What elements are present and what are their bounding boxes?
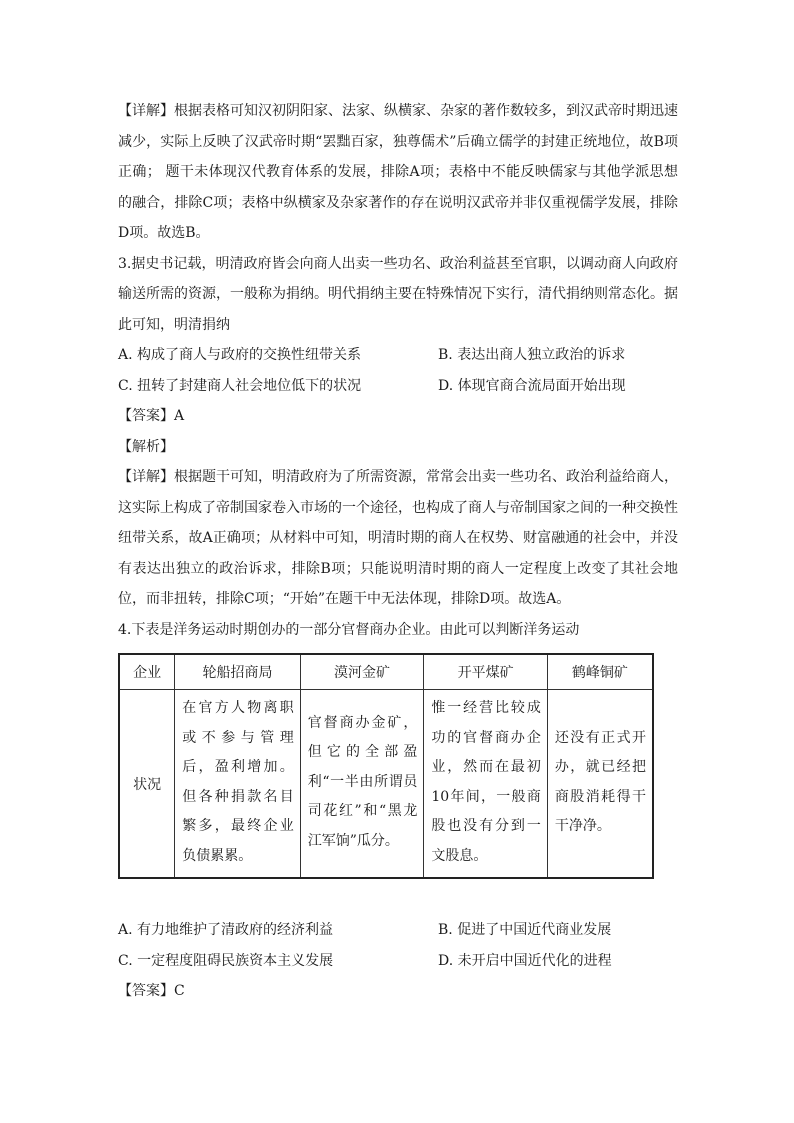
q3-detail: 【详解】根据题干可知，明清政府为了所需资源，常常会出卖一些功名、政治利益给商人，这实际上构成了帝制国家卷入市场的一个途径，也构成了商人与帝制国家之间的一种交换性纽带关系，故A正确项；从材料中可知，明清时期的商人在权势、财富融通的社会中，并没有表达出独立的政治诉求，排除B项；只能说明清时期的商人一定程度上改变了其社会地位，而非扭转，排除C项；“开始”在题干中无法体现，排除D项。故选A。	[118, 469, 678, 607]
table-cell-text: 还没有正式开办，就已经把商股消耗得干干净净。	[554, 729, 646, 834]
table-header-cell: 漠河金矿	[300, 654, 424, 690]
q4-option-d[interactable]: D. 未开启中国近代化的进程	[438, 952, 612, 969]
q4-option-a[interactable]: A. 有力地维护了清政府的经济利益	[118, 922, 334, 938]
table-header-cell: 开平煤矿	[424, 654, 547, 690]
q4-answer: 【答案】C	[118, 983, 185, 999]
table-row	[119, 690, 653, 879]
q2-detail: 【详解】根据表格可知汉初阴阳家、法家、纵横家、杂家的著作数较多，到汉武帝时期迅速减少，实际上反映了汉武帝时期“罢黜百家，独尊儒术”后确立儒学的封建正统地位，故B项正确； 题干未体现汉代教育体系的发展，排除A项；表格中不能反映儒家与其他学派思想的融合，排除C项；表格中纵横家及杂家著作的存在说明汉武帝并非仅重视儒学发展，排除D项。故选B。	[118, 103, 678, 241]
q4-option-c[interactable]: C. 一定程度阻碍民族资本主义发展	[118, 952, 334, 969]
table-header-row	[119, 654, 653, 690]
q3-analysis-heading: 【解析】	[118, 438, 174, 455]
q3-stem: 3.据史书记载，明清政府皆会向商人出卖一些功名、政治利益甚至官职，以调动商人向政府输送所需的资源，一般称为捐纳。明代捐纳主要在特殊情况下实行，清代捐纳则常态化。据此可知，明清捐纳	[118, 255, 678, 333]
table-header-cell: 鹤峰铜矿	[547, 654, 653, 690]
table-header-cell: 企业	[119, 654, 175, 690]
table-cell-text: 在官方人物离职或不参与管理后，盈利增加。但各种捐款名目繁多，最终企业负债累累。	[182, 700, 294, 864]
table-cell	[300, 690, 424, 879]
q3-options-row-1	[118, 340, 678, 371]
document-page	[118, 96, 678, 1007]
table-cell	[547, 690, 653, 879]
table-cell	[175, 690, 300, 879]
q3-option-c[interactable]: C. 扭转了封建商人社会地位低下的状况	[118, 377, 362, 394]
q4-options-row-1	[118, 915, 678, 946]
q3-option-b[interactable]: B. 表达出商人独立政治的诉求	[438, 347, 626, 363]
q3-option-a[interactable]: A. 构成了商人与政府的交换性纽带关系	[118, 347, 362, 363]
table-row-label: 状况	[119, 690, 175, 879]
q3-answer: 【答案】A	[118, 408, 185, 424]
table-cell	[424, 690, 547, 879]
table-cell-text: 官督商办金矿，但它的全部盈利“一半由所谓员司花红”和“黑龙江军饷”瓜分。	[307, 714, 418, 849]
q3-option-d[interactable]: D. 体现官商合流局面开始出现	[438, 377, 626, 394]
q3-options-row-2	[118, 371, 678, 402]
q4-stem: 4.下表是洋务运动时期创办的一部分官督商办企业。由此可以判断洋务运动	[118, 621, 580, 638]
table-header-cell: 轮船招商局	[175, 654, 300, 690]
q4-options-row-2	[118, 946, 678, 977]
q4-option-b[interactable]: B. 促进了中国近代商业发展	[438, 922, 612, 938]
enterprise-table	[118, 653, 654, 879]
table-cell-text: 惟一经营比较成功的官督商办企业，然而在最初10年间，一般商股也没有分到一文股息。	[431, 700, 541, 864]
spacer	[118, 879, 678, 915]
